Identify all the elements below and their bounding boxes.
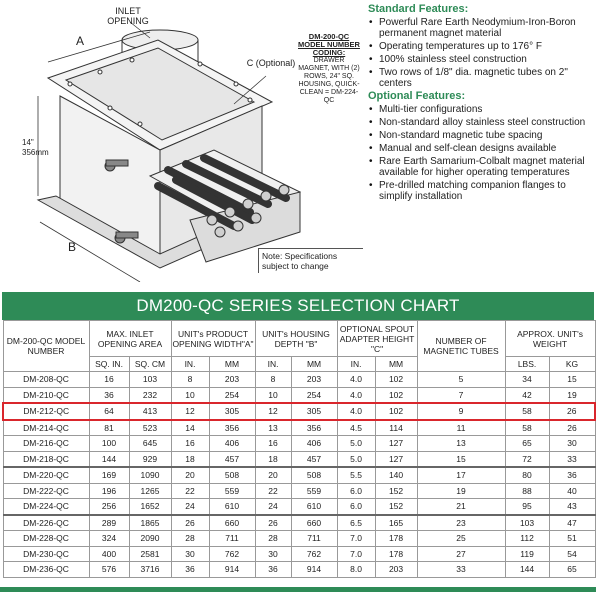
table-cell: 178 bbox=[375, 546, 417, 562]
table-cell: 81 bbox=[89, 420, 129, 436]
table-cell: 14 bbox=[171, 420, 209, 436]
model-number-cell: DM-226-QC bbox=[3, 515, 89, 531]
table-cell: 559 bbox=[209, 483, 255, 499]
table-cell: 762 bbox=[291, 546, 337, 562]
table-cell: 5.0 bbox=[337, 436, 375, 452]
table-cell: 102 bbox=[375, 403, 417, 420]
table-cell: 19 bbox=[417, 483, 505, 499]
model-number-cell: DM-212-QC bbox=[3, 403, 89, 420]
subheader-width-mm: MM bbox=[209, 357, 255, 372]
table-cell: 10 bbox=[255, 387, 291, 403]
subheader-weight-kg: KG bbox=[549, 357, 595, 372]
model-number-cell: DM-220-QC bbox=[3, 467, 89, 483]
table-cell: 6.5 bbox=[337, 515, 375, 531]
model-coding-box bbox=[298, 33, 360, 105]
header-housing-depth: UNIT's HOUSING DEPTH "B" bbox=[255, 321, 337, 357]
table-cell: 26 bbox=[171, 515, 209, 531]
standard-features-heading: Standard Features: bbox=[368, 3, 469, 15]
table-cell: 4.5 bbox=[337, 420, 375, 436]
dimension-b-label: B bbox=[68, 240, 77, 254]
table-cell: 4.0 bbox=[337, 403, 375, 420]
model-number-cell: DM-228-QC bbox=[3, 531, 89, 547]
table-cell: 13 bbox=[417, 436, 505, 452]
standard-features-list bbox=[366, 17, 594, 89]
table-cell: 24 bbox=[255, 499, 291, 515]
table-cell: 30 bbox=[549, 436, 595, 452]
table-cell: 254 bbox=[291, 387, 337, 403]
selection-table-body bbox=[3, 372, 595, 578]
table-cell: 26 bbox=[255, 515, 291, 531]
table-cell: 203 bbox=[209, 372, 255, 388]
table-cell: 559 bbox=[291, 483, 337, 499]
subheader-spout-in: IN. bbox=[337, 357, 375, 372]
selection-table bbox=[2, 320, 596, 578]
features-panel bbox=[366, 2, 594, 282]
table-row bbox=[3, 451, 595, 467]
model-number-cell: DM-236-QC bbox=[3, 562, 89, 578]
table-cell: 762 bbox=[209, 546, 255, 562]
table-cell: 2090 bbox=[129, 531, 171, 547]
dimension-c-label: C (Optional) bbox=[246, 58, 296, 68]
table-cell: 64 bbox=[89, 403, 129, 420]
table-cell: 58 bbox=[505, 403, 549, 420]
table-cell: 523 bbox=[129, 420, 171, 436]
table-cell: 28 bbox=[171, 531, 209, 547]
table-cell: 102 bbox=[375, 372, 417, 388]
table-cell: 13 bbox=[255, 420, 291, 436]
table-cell: 8 bbox=[171, 372, 209, 388]
table-row bbox=[3, 515, 595, 531]
table-cell: 711 bbox=[291, 531, 337, 547]
table-cell: 152 bbox=[375, 499, 417, 515]
header-spout-height: OPTIONAL SPOUT ADAPTER HEIGHT "C" bbox=[337, 321, 417, 357]
table-cell: 256 bbox=[89, 499, 129, 515]
model-coding-body: DRAWER MAGNET, WITH (2) ROWS, 24" SQ. HOUSING, QUICK-CLEAN = DM-224-QC bbox=[298, 57, 360, 104]
optional-feature-item: • Non-standard alloy stainless steel construction bbox=[379, 117, 594, 128]
table-cell: 178 bbox=[375, 531, 417, 547]
model-number-cell: DM-218-QC bbox=[3, 451, 89, 467]
table-cell: 42 bbox=[505, 387, 549, 403]
table-cell: 1090 bbox=[129, 467, 171, 483]
table-cell: 103 bbox=[129, 372, 171, 388]
table-cell: 305 bbox=[209, 403, 255, 420]
table-cell: 43 bbox=[549, 499, 595, 515]
table-cell: 33 bbox=[417, 562, 505, 578]
table-cell: 24 bbox=[171, 499, 209, 515]
table-row bbox=[3, 372, 595, 388]
table-cell: 356 bbox=[209, 420, 255, 436]
table-cell: 88 bbox=[505, 483, 549, 499]
table-cell: 27 bbox=[417, 546, 505, 562]
table-cell: 127 bbox=[375, 436, 417, 452]
table-cell: 406 bbox=[291, 436, 337, 452]
table-cell: 10 bbox=[171, 387, 209, 403]
header-unit-weight: APPROX. UNIT's WEIGHT bbox=[505, 321, 595, 357]
table-cell: 112 bbox=[505, 531, 549, 547]
table-cell: 203 bbox=[375, 562, 417, 578]
table-cell: 6.0 bbox=[337, 499, 375, 515]
table-cell: 140 bbox=[375, 467, 417, 483]
table-cell: 65 bbox=[549, 562, 595, 578]
table-cell: 30 bbox=[171, 546, 209, 562]
table-cell: 144 bbox=[505, 562, 549, 578]
optional-features-heading: Optional Features: bbox=[368, 90, 466, 102]
table-cell: 3716 bbox=[129, 562, 171, 578]
table-cell: 47 bbox=[549, 515, 595, 531]
table-row bbox=[3, 420, 595, 436]
table-cell: 18 bbox=[171, 451, 209, 467]
table-cell: 40 bbox=[549, 483, 595, 499]
table-cell: 30 bbox=[255, 546, 291, 562]
subheader-sq-cm: SQ. CM bbox=[129, 357, 171, 372]
table-cell: 20 bbox=[171, 467, 209, 483]
subheader-sq-in: SQ. IN. bbox=[89, 357, 129, 372]
table-cell: 4.0 bbox=[337, 387, 375, 403]
table-cell: 72 bbox=[505, 451, 549, 467]
table-cell: 26 bbox=[549, 403, 595, 420]
model-number-cell: DM-224-QC bbox=[3, 499, 89, 515]
header-inlet-area: MAX. INLET OPENING AREA bbox=[89, 321, 171, 357]
specifications-note: Note: Specifications subject to change bbox=[258, 248, 363, 273]
model-number-cell: DM-214-QC bbox=[3, 420, 89, 436]
model-number-cell: DM-208-QC bbox=[3, 372, 89, 388]
table-cell: 20 bbox=[255, 467, 291, 483]
table-row bbox=[3, 546, 595, 562]
table-cell: 660 bbox=[209, 515, 255, 531]
table-cell: 12 bbox=[255, 403, 291, 420]
standard-feature-item: • Powerful Rare Earth Neodymium-Iron-Boron permanent magnet material bbox=[379, 17, 594, 39]
table-cell: 1865 bbox=[129, 515, 171, 531]
table-cell: 356 bbox=[291, 420, 337, 436]
table-cell: 7 bbox=[417, 387, 505, 403]
standard-feature-item: • Operating temperatures up to 176° F bbox=[379, 41, 594, 52]
table-cell: 19 bbox=[549, 387, 595, 403]
model-number-cell: DM-230-QC bbox=[3, 546, 89, 562]
magnet-drawing bbox=[0, 0, 372, 282]
table-cell: 65 bbox=[505, 436, 549, 452]
subheader-depth-in: IN. bbox=[255, 357, 291, 372]
table-cell: 711 bbox=[209, 531, 255, 547]
table-cell: 25 bbox=[417, 531, 505, 547]
table-cell: 645 bbox=[129, 436, 171, 452]
chart-title: DM200-QC SERIES SELECTION CHART bbox=[2, 292, 594, 320]
header-magnetic-tubes: NUMBER OF MAGNETIC TUBES bbox=[417, 321, 505, 372]
table-cell: 22 bbox=[255, 483, 291, 499]
table-row bbox=[3, 403, 595, 420]
standard-feature-item: • Two rows of 1/8" dia. magnetic tubes on 2" centers bbox=[379, 67, 594, 89]
table-cell: 23 bbox=[417, 515, 505, 531]
height-label: 14" 356mm bbox=[22, 138, 49, 157]
table-cell: 15 bbox=[417, 451, 505, 467]
table-cell: 610 bbox=[209, 499, 255, 515]
model-number-cell: DM-210-QC bbox=[3, 387, 89, 403]
subheader-depth-mm: MM bbox=[291, 357, 337, 372]
selection-chart bbox=[2, 292, 594, 578]
table-cell: 196 bbox=[89, 483, 129, 499]
optional-feature-item: • Pre-drilled matching companion flanges to simplify installation bbox=[379, 180, 594, 202]
table-cell: 114 bbox=[375, 420, 417, 436]
table-cell: 5.0 bbox=[337, 451, 375, 467]
table-cell: 33 bbox=[549, 451, 595, 467]
table-row bbox=[3, 387, 595, 403]
table-cell: 5.5 bbox=[337, 467, 375, 483]
optional-feature-item: • Manual and self-clean designs available bbox=[379, 143, 594, 154]
model-number-cell: DM-216-QC bbox=[3, 436, 89, 452]
table-cell: 914 bbox=[209, 562, 255, 578]
optional-features-list bbox=[366, 104, 594, 202]
subheader-weight-lbs: LBS. bbox=[505, 357, 549, 372]
table-cell: 17 bbox=[417, 467, 505, 483]
table-cell: 457 bbox=[209, 451, 255, 467]
table-cell: 6.0 bbox=[337, 483, 375, 499]
table-cell: 610 bbox=[291, 499, 337, 515]
table-cell: 1265 bbox=[129, 483, 171, 499]
table-cell: 9 bbox=[417, 403, 505, 420]
table-cell: 406 bbox=[209, 436, 255, 452]
subheader-width-in: IN. bbox=[171, 357, 209, 372]
table-cell: 508 bbox=[209, 467, 255, 483]
table-cell: 4.0 bbox=[337, 372, 375, 388]
dimension-a-label: A bbox=[76, 34, 85, 48]
table-cell: 11 bbox=[417, 420, 505, 436]
table-row bbox=[3, 467, 595, 483]
table-cell: 36 bbox=[549, 467, 595, 483]
table-cell: 58 bbox=[505, 420, 549, 436]
table-cell: 22 bbox=[171, 483, 209, 499]
table-cell: 254 bbox=[209, 387, 255, 403]
table-row bbox=[3, 531, 595, 547]
table-cell: 914 bbox=[291, 562, 337, 578]
table-cell: 660 bbox=[291, 515, 337, 531]
table-cell: 289 bbox=[89, 515, 129, 531]
table-cell: 508 bbox=[291, 467, 337, 483]
inlet-opening-label: INLET OPENING bbox=[107, 6, 149, 26]
table-cell: 54 bbox=[549, 546, 595, 562]
table-cell: 457 bbox=[291, 451, 337, 467]
table-cell: 95 bbox=[505, 499, 549, 515]
table-cell: 324 bbox=[89, 531, 129, 547]
table-cell: 144 bbox=[89, 451, 129, 467]
table-cell: 21 bbox=[417, 499, 505, 515]
table-cell: 1652 bbox=[129, 499, 171, 515]
table-cell: 12 bbox=[171, 403, 209, 420]
table-cell: 16 bbox=[255, 436, 291, 452]
table-cell: 36 bbox=[255, 562, 291, 578]
table-cell: 16 bbox=[171, 436, 209, 452]
table-cell: 34 bbox=[505, 372, 549, 388]
table-cell: 36 bbox=[89, 387, 129, 403]
table-cell: 8 bbox=[255, 372, 291, 388]
header-model: DM-200-QC MODEL NUMBER bbox=[3, 321, 89, 372]
table-cell: 2581 bbox=[129, 546, 171, 562]
table-cell: 5 bbox=[417, 372, 505, 388]
table-cell: 102 bbox=[375, 387, 417, 403]
table-cell: 8.0 bbox=[337, 562, 375, 578]
table-cell: 18 bbox=[255, 451, 291, 467]
table-cell: 169 bbox=[89, 467, 129, 483]
table-cell: 576 bbox=[89, 562, 129, 578]
table-cell: 929 bbox=[129, 451, 171, 467]
table-cell: 127 bbox=[375, 451, 417, 467]
header-opening-width: UNIT's PRODUCT OPENING WIDTH"A" bbox=[171, 321, 255, 357]
table-cell: 203 bbox=[291, 372, 337, 388]
table-cell: 103 bbox=[505, 515, 549, 531]
standard-feature-item: • 100% stainless steel construction bbox=[379, 54, 594, 65]
table-cell: 16 bbox=[89, 372, 129, 388]
optional-feature-item: • Rare Earth Samarium-Colbalt magnet material available for higher operating temperatures bbox=[379, 156, 594, 178]
table-cell: 7.0 bbox=[337, 531, 375, 547]
table-cell: 100 bbox=[89, 436, 129, 452]
table-cell: 80 bbox=[505, 467, 549, 483]
table-cell: 51 bbox=[549, 531, 595, 547]
table-cell: 305 bbox=[291, 403, 337, 420]
table-row bbox=[3, 562, 595, 578]
model-coding-title: DM-200-QC MODEL NUMBER CODING: bbox=[298, 32, 360, 57]
table-cell: 7.0 bbox=[337, 546, 375, 562]
table-cell: 15 bbox=[549, 372, 595, 388]
optional-feature-item: • Non-standard magnetic tube spacing bbox=[379, 130, 594, 141]
subheader-spout-mm: MM bbox=[375, 357, 417, 372]
table-cell: 232 bbox=[129, 387, 171, 403]
optional-feature-item: • Multi-tier configurations bbox=[379, 104, 594, 115]
table-row bbox=[3, 483, 595, 499]
table-row bbox=[3, 499, 595, 515]
table-cell: 119 bbox=[505, 546, 549, 562]
table-cell: 413 bbox=[129, 403, 171, 420]
table-cell: 26 bbox=[549, 420, 595, 436]
model-number-cell: DM-222-QC bbox=[3, 483, 89, 499]
table-cell: 400 bbox=[89, 546, 129, 562]
table-cell: 152 bbox=[375, 483, 417, 499]
table-cell: 165 bbox=[375, 515, 417, 531]
table-cell: 28 bbox=[255, 531, 291, 547]
table-cell: 36 bbox=[171, 562, 209, 578]
table-row bbox=[3, 436, 595, 452]
page-bottom-band bbox=[0, 584, 596, 592]
